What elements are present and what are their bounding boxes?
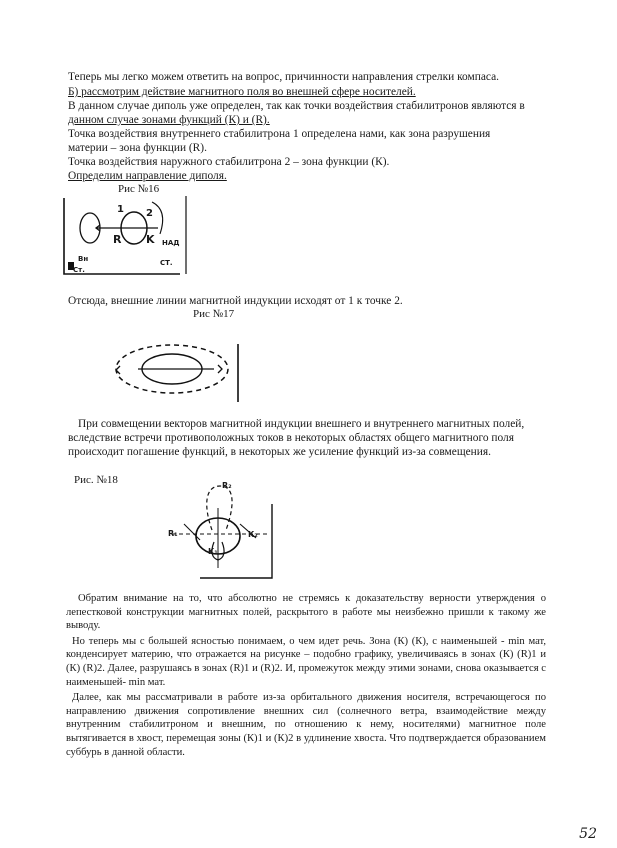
label-k2: K₂: [248, 530, 258, 539]
label-k1: K₁: [208, 547, 218, 556]
text-line: данном случае зонами функций (К) и (R).: [68, 114, 270, 126]
label-r1: R₁: [168, 529, 178, 538]
text-line: Определим направление диполя.: [68, 170, 227, 182]
text-line: вследствие встречи противоположных токов в некоторых областях общего магнитного поля: [68, 432, 514, 444]
paragraph: Обратим внимание на то, что абсолютно не стремясь к доказательству верности утверждения о лепестковой конструкции магнитных полей, раскрытого в работе мы неизбежно пришли к такому же выводу.: [66, 593, 546, 632]
figure-18: [160, 478, 280, 586]
figure-caption: Рис №16: [118, 183, 160, 195]
label-st-left: Ст.: [73, 266, 85, 274]
text-line: происходит погашение функций, в некоторых же усиление функций из-за совмещения.: [68, 446, 491, 458]
text-line: материи – зона функции (R).: [68, 142, 207, 154]
figure-17: [110, 340, 250, 410]
paragraph: Но теперь мы с большей ясностью понимаем, о чем идет речь. Зона (К) (К), с наименьшей - min мат, конденсирует материю, что отражается на рисунке – подобно графику, увеличиваясь в зонах (К) (R)1 и (К) (R)2. Далее, разрушаясь в зонах (R)1 и (R)2. И, промежуток между этими зонами, снова оказывается с наименьшей- min мат.: [66, 635, 546, 688]
label-k: K: [146, 233, 155, 246]
paragraph: Далее, как мы рассматривали в работе из-за орбитального движения носителя, встречающегося по направлению движения сопротивление внешних сил (солнечного ветра, взаимодействие между внутренним стабилитроном и внешним, по отношению к нему, носителями) магнитное поле вытягивается в хвост, перемещая зоны (К)1 и (К)2 в удлинение хвоста. Что подтверждается образованием суббурь в данной области.: [66, 692, 546, 758]
text-line: При совмещении векторов магнитной индукции внешнего и внутреннего магнитных полей,: [78, 418, 525, 430]
page-number: 52: [579, 826, 597, 842]
figure-caption: Рис №17: [193, 308, 235, 320]
text-line: Теперь мы легко можем ответить на вопрос, причинности направления стрелки компаса.: [68, 71, 499, 83]
label-1: 1: [117, 204, 124, 215]
label-had: НАД: [162, 239, 180, 247]
label-r: R: [113, 233, 122, 246]
figure-caption: Рис. №18: [74, 474, 118, 486]
text-line: Точка воздействия наружного стабилитрона 2 – зона функции (К).: [68, 156, 390, 168]
text-line: Отсюда, внешние линии магнитной индукции исходят от 1 к точке 2.: [68, 295, 403, 307]
text-line: В данном случае диполь уже определен, так как точки воздействия стабилитронов являются в: [68, 100, 525, 112]
body-text: [66, 592, 546, 759]
label-2: 2: [146, 208, 153, 219]
text-line: Точка воздействия внутреннего стабилитрона 1 определена нами, как зона разрушения: [68, 128, 491, 140]
label-st-right: СТ.: [160, 259, 173, 267]
label-r2: R₂: [222, 481, 232, 490]
label-vn: Вн: [78, 255, 89, 263]
text-line: Б) рассмотрим действие магнитного поля во внешней сфере носителей.: [68, 86, 416, 98]
